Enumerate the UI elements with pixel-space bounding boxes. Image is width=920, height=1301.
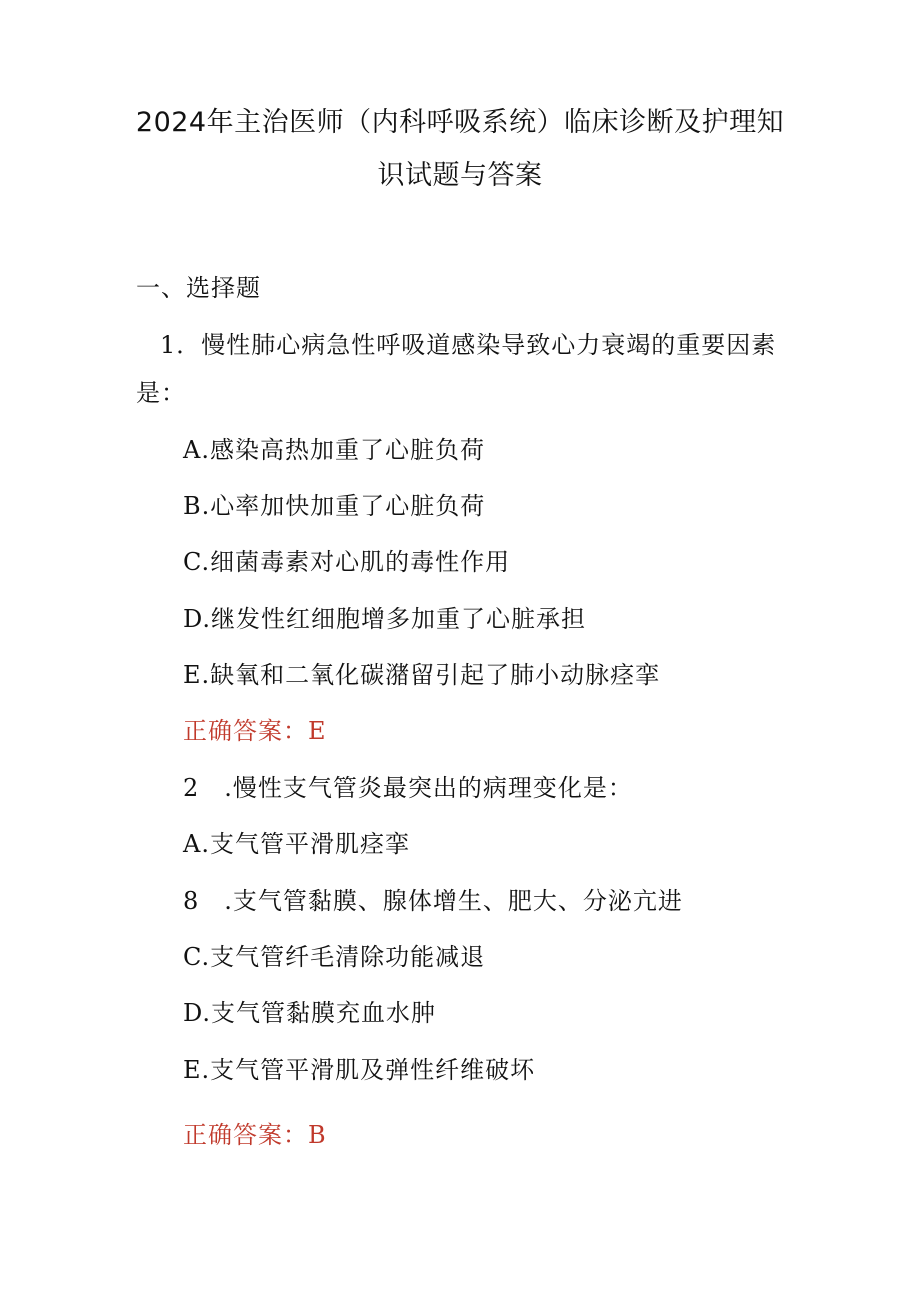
question-2-option-b: 8 .支气管黏膜、腺体增生、肥大、分泌亢进 xyxy=(183,887,683,915)
question-2-answer: 正确答案：B xyxy=(183,1121,327,1149)
question-2-option-c: C.支气管纤毛清除功能减退 xyxy=(183,943,486,971)
question-1-stem-line-1: 1．慢性肺心病急性呼吸道感染导致心力衰竭的重要因素 xyxy=(160,331,777,359)
question-1-option-c: C.细菌毒素对心肌的毒性作用 xyxy=(183,548,511,576)
question-2-option-a: A.支气管平滑肌痉挛 xyxy=(183,830,410,858)
document-title-line-2: 识试题与答案 xyxy=(377,160,543,191)
question-1-option-d: D.继发性红细胞增多加重了心脏承担 xyxy=(183,605,587,633)
document-title-line-1: 2024年主治医师（内科呼吸系统）临床诊断及护理知 xyxy=(135,107,785,138)
question-1-stem-line-2: 是： xyxy=(136,379,186,407)
question-1-option-a: A.感染高热加重了心脏负荷 xyxy=(183,436,485,464)
question-1-answer: 正确答案：E xyxy=(183,717,327,745)
question-2-option-e: E.支气管平滑肌及弹性纤维破坏 xyxy=(183,1056,536,1084)
question-1-option-e: E.缺氧和二氧化碳潴留引起了肺小动脉痉挛 xyxy=(183,661,661,689)
question-2-option-d: D.支气管黏膜充血水肿 xyxy=(183,999,437,1027)
question-1-option-b: B.心率加快加重了心脏负荷 xyxy=(183,492,486,520)
question-2-stem: 2 .慢性支气管炎最突出的病理变化是： xyxy=(183,774,633,802)
section-heading: 一、选择题 xyxy=(136,274,261,302)
